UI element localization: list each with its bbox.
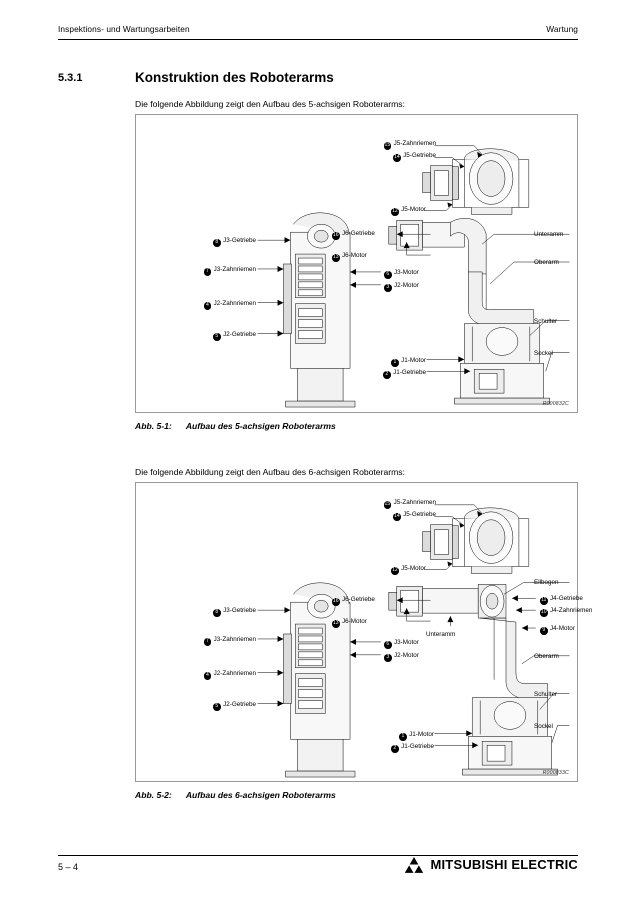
section-number: 5.3.1 (58, 72, 83, 84)
label-unterarm: Unteramm (534, 231, 564, 238)
callout-number-8: 8 (213, 239, 221, 247)
label-oberarm: Oberarm (534, 653, 559, 660)
callout-j3-motor (384, 268, 419, 279)
callout-label: J2-Motor (394, 652, 419, 659)
callout-j4-getriebe (540, 594, 583, 605)
callout-number-5: 5 (213, 703, 221, 711)
callout-label: J4-Getriebe (550, 595, 583, 602)
callout-number-8: 8 (213, 609, 221, 617)
label-oberarm: Oberarm (534, 259, 559, 266)
figure-code-2: R000833C (542, 770, 569, 776)
callout-label: J1-Getriebe (401, 743, 434, 750)
callout-j3-zahnriemen (150, 635, 256, 646)
callout-label: J6-Getriebe (342, 596, 375, 603)
callout-label: J5-Getriebe (403, 152, 436, 159)
brand-logo (404, 856, 578, 873)
callout-number-14: 14 (394, 154, 400, 160)
figure-caption-1 (135, 421, 336, 431)
page-title: Konstruktion des Roboterarms (135, 70, 334, 85)
callout-j5-zahnriemen (314, 498, 436, 509)
callout-label: J5-Motor (401, 565, 426, 572)
callout-j2-zahnriemen (150, 669, 256, 680)
callout-number-4: 4 (204, 302, 212, 310)
callout-label: J5-Motor (401, 206, 426, 213)
page-header (58, 24, 578, 34)
callout-j3-getriebe (160, 236, 256, 247)
callout-j4-zahnriemen (540, 606, 592, 617)
callout-label: J5-Zahnriemen (393, 499, 436, 506)
figure-caption-text: Aufbau des 5-achsigen Roboterarms (185, 421, 336, 431)
callout-label: J3-Motor (394, 269, 419, 276)
callout-label: J2-Getriebe (223, 331, 256, 338)
callout-j1-motor (334, 730, 434, 741)
figure-caption-text: Aufbau des 6-achsigen Roboterarms (185, 790, 336, 800)
label-schulter: Schulter (534, 691, 558, 698)
callout-label: J5-Getriebe (403, 511, 436, 518)
callout-label: J5-Zahnriemen (393, 140, 436, 147)
figure-caption-label: Abb. 5-1: (135, 421, 172, 431)
callout-number-2: 2 (391, 745, 399, 753)
callout-label: J1-Getriebe (393, 369, 426, 376)
callout-j6-getriebe (332, 229, 375, 240)
label-sockel: Sockel (534, 723, 553, 730)
callout-j1-motor (326, 356, 426, 367)
callout-label: J3-Getriebe (223, 237, 256, 244)
callout-j2-motor (384, 651, 419, 662)
header-left-text: Inspektions- und Wartungsarbeiten (58, 24, 190, 34)
callout-j2-getriebe (160, 330, 256, 341)
callout-number-15: 15 (384, 142, 391, 148)
callout-label: J2-Zahnriemen (213, 670, 256, 677)
callout-j4-motor (540, 624, 575, 635)
callout-number-9: 9 (540, 627, 548, 635)
callout-j6-motor (332, 251, 367, 262)
callout-j2-motor (384, 281, 419, 292)
figure-code-1: R000832C (542, 401, 569, 407)
callout-j5-motor (314, 205, 426, 216)
callout-label: J6-Getriebe (342, 230, 375, 237)
label-ellbogen: Ellbogen (534, 579, 559, 586)
callout-number-13: 13 (332, 254, 339, 260)
label-sockel: Sockel (534, 350, 553, 357)
callout-label: J4-Motor (550, 625, 575, 632)
callout-label: J4-Zahnriemen (550, 607, 593, 614)
callout-j3-getriebe (160, 606, 256, 617)
figure-5-2 (135, 482, 593, 782)
callout-number-3: 3 (384, 654, 392, 662)
callout-label: J2-Zahnriemen (213, 300, 256, 307)
callout-number-2: 2 (383, 371, 391, 379)
callout-number-13: 13 (332, 620, 339, 626)
callout-number-11: 11 (541, 597, 547, 603)
callout-number-14: 14 (394, 513, 400, 519)
callout-label: J3-Motor (394, 639, 419, 646)
callout-number-5: 5 (213, 333, 221, 341)
callout-j2-getriebe (160, 700, 256, 711)
callout-number-1: 1 (391, 359, 399, 367)
figure-5-1 (135, 114, 578, 413)
brand-name: MITSUBISHI ELECTRIC (430, 857, 578, 872)
callout-j6-motor (332, 617, 367, 628)
callout-label: J2-Getriebe (223, 701, 256, 708)
callout-number-3: 3 (384, 284, 392, 292)
callout-number-16: 16 (332, 232, 339, 238)
page-number: 5 – 4 (58, 862, 79, 872)
header-divider (58, 39, 578, 40)
callout-j5-getriebe (314, 510, 436, 521)
callout-number-6: 6 (384, 271, 392, 279)
callout-label: J3-Zahnriemen (213, 266, 256, 273)
callout-label: J1-Motor (401, 357, 426, 364)
callout-j3-motor (384, 638, 419, 649)
callout-j1-getriebe (326, 368, 426, 379)
intro-paragraph-2: Die folgende Abbildung zeigt den Aufbau des 6-achsigen Roboterarms: (135, 467, 405, 477)
intro-paragraph-1: Die folgende Abbildung zeigt den Aufbau des 5-achsigen Roboterarms: (135, 99, 405, 109)
header-right-text: Wartung (546, 24, 578, 34)
callout-number-16: 16 (332, 598, 339, 604)
callout-j6-getriebe (332, 595, 375, 606)
callout-j3-zahnriemen (150, 265, 256, 276)
callout-number-7: 7 (204, 638, 212, 646)
callout-label: J1-Motor (409, 731, 434, 738)
callout-number-7: 7 (204, 268, 212, 276)
callout-j5-zahnriemen (314, 139, 436, 150)
figure-caption-2 (135, 790, 336, 800)
callout-number-12: 12 (392, 208, 398, 214)
callout-number-12: 12 (392, 567, 398, 573)
callout-label: J2-Motor (394, 282, 419, 289)
callout-label: J3-Zahnriemen (213, 636, 256, 643)
callout-number-15: 15 (384, 501, 391, 507)
callout-j2-zahnriemen (150, 299, 256, 310)
callout-label: J6-Motor (342, 618, 367, 625)
label-schulter: Schulter (534, 318, 558, 325)
label-unterarm: Unteramm (426, 631, 456, 638)
callout-label: J3-Getriebe (223, 607, 256, 614)
callout-j1-getriebe (334, 742, 434, 753)
mitsubishi-three-diamonds-icon (404, 856, 424, 873)
callout-number-10: 10 (540, 609, 547, 615)
figure-caption-label: Abb. 5-2: (135, 790, 172, 800)
callout-j5-motor (314, 564, 426, 575)
callout-label: J6-Motor (342, 252, 367, 259)
callout-j5-getriebe (314, 151, 436, 162)
callout-number-1: 1 (399, 733, 407, 741)
callout-number-4: 4 (204, 672, 212, 680)
callout-number-6: 6 (384, 641, 392, 649)
